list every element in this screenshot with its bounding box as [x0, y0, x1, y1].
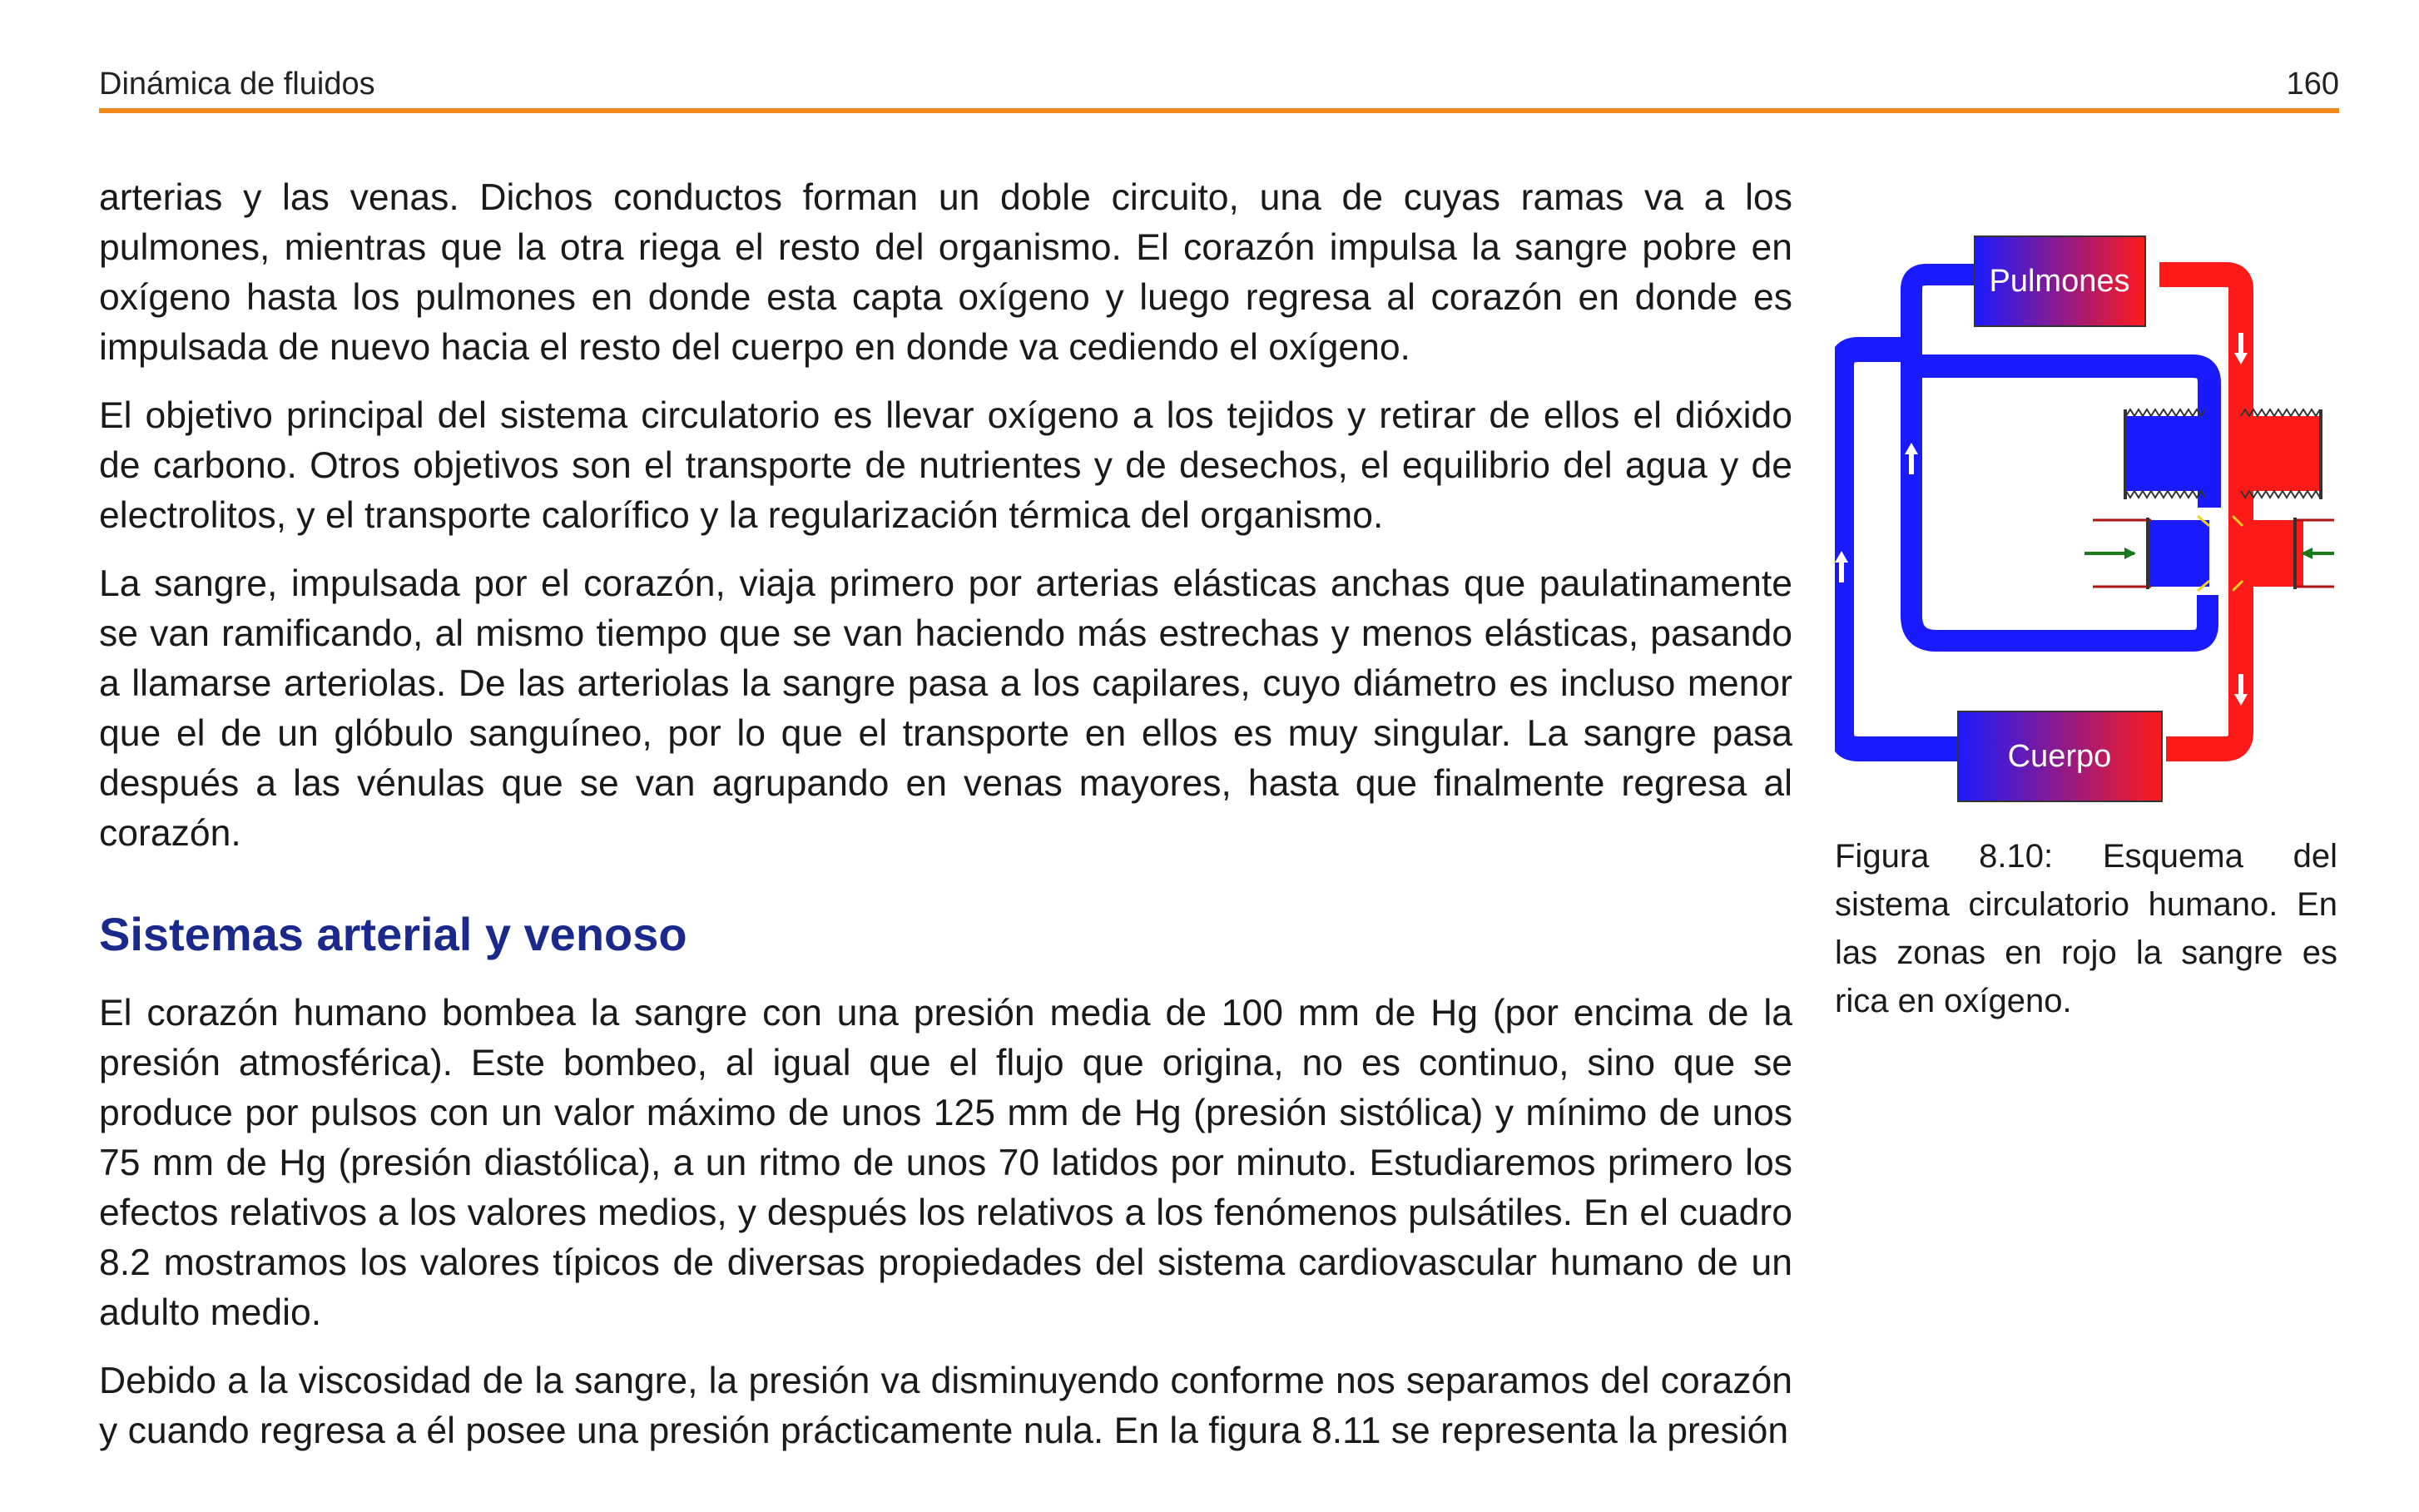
page-number: 160 [2286, 67, 2339, 102]
paragraph: arterias y las venas. Dichos conductos forman un doble circuito, una de cuyas ramas va a los pulmones, mientras que la otra riega el resto del organismo. El corazón impulsa la sangre pobre en oxígeno hasta los pulmones en donde esta capta oxígeno y luego regresa al corazón en donde es impulsada de nuevo hacia el resto del cuerpo en donde va cediendo el oxígeno. [99, 177, 1792, 368]
lungs-label: Pulmones [1989, 264, 2130, 299]
aorta [2159, 275, 2241, 749]
page-header [99, 63, 2339, 113]
body-label: Cuerpo [2007, 739, 2112, 774]
main-text-column [99, 173, 1792, 1475]
circulatory-diagram-svg [1835, 225, 2336, 807]
section-heading: Sistemas arterial y venoso [99, 908, 687, 960]
circulatory-diagram [1835, 225, 2336, 807]
paragraph: El corazón humano bombea la sangre con una presión media de 100 mm de Hg (por encima de la presión atmosférica). Este bombeo, al igual que el flujo que origina, no es continuo, sino que se produce por pulsos con un valor máximo de unos 125 mm de Hg (presión sistólica) y mínimo de unos 75 mm de Hg (presión diastólica), a un ritmo de unos 70 latidos por minuto. Estudiaremos primero los efectos relativos a los valores medios, y después los relativos a los fenómenos pulsátiles. En el cuadro 8.2 mostramos los valores típicos de diversas propiedades del sistema cardiovascular humano de un adulto medio. [99, 993, 1792, 1333]
paragraph: La sangre, impulsada por el corazón, viaja primero por arterias elásticas anchas que paulatinamente se van ramificando, al mismo tiempo que se van haciendo más estrechas y menos elásticas, pasando a llamarse arteriolas. De las arteriolas la sangre pasa a los capilares, cuyo diámetro es incluso menor que el de un glóbulo sanguíneo, por lo que el transporte en ellos es muy singular. La sangre pasa después a las vénulas que se van agrupando en venas mayores, hasta que finalmente regresa al corazón. [99, 563, 1792, 854]
left-atrium [2241, 416, 2320, 491]
figure-caption: Figura 8.10: Esquema del sistema circulatorio humano. En las zonas en rojo la sangre es rica en oxígeno. [1835, 838, 2337, 1019]
chapter-title: Dinámica de fluidos [99, 67, 375, 102]
paragraph: El objetivo principal del sistema circulatorio es llevar oxígeno a los tejidos y retirar de ellos el dióxido de carbono. Otros objetivos son el transporte de nutrientes y de desechos, el equilibrio del agua y de electrolitos, y el transporte calorífico y la regularización térmica del organismo. [99, 395, 1792, 536]
right-ventricle [2147, 520, 2209, 587]
right-atrium [2126, 416, 2205, 491]
atrium-wall [2126, 409, 2205, 416]
paragraph: Debido a la viscosidad de la sangre, la presión va disminuyendo conforme nos separamos del corazón y cuando regresa a él posee una presión prácticamente nula. En la figura 8.11 se representa la presión [99, 1361, 1792, 1451]
atrium-wall [2126, 491, 2205, 498]
